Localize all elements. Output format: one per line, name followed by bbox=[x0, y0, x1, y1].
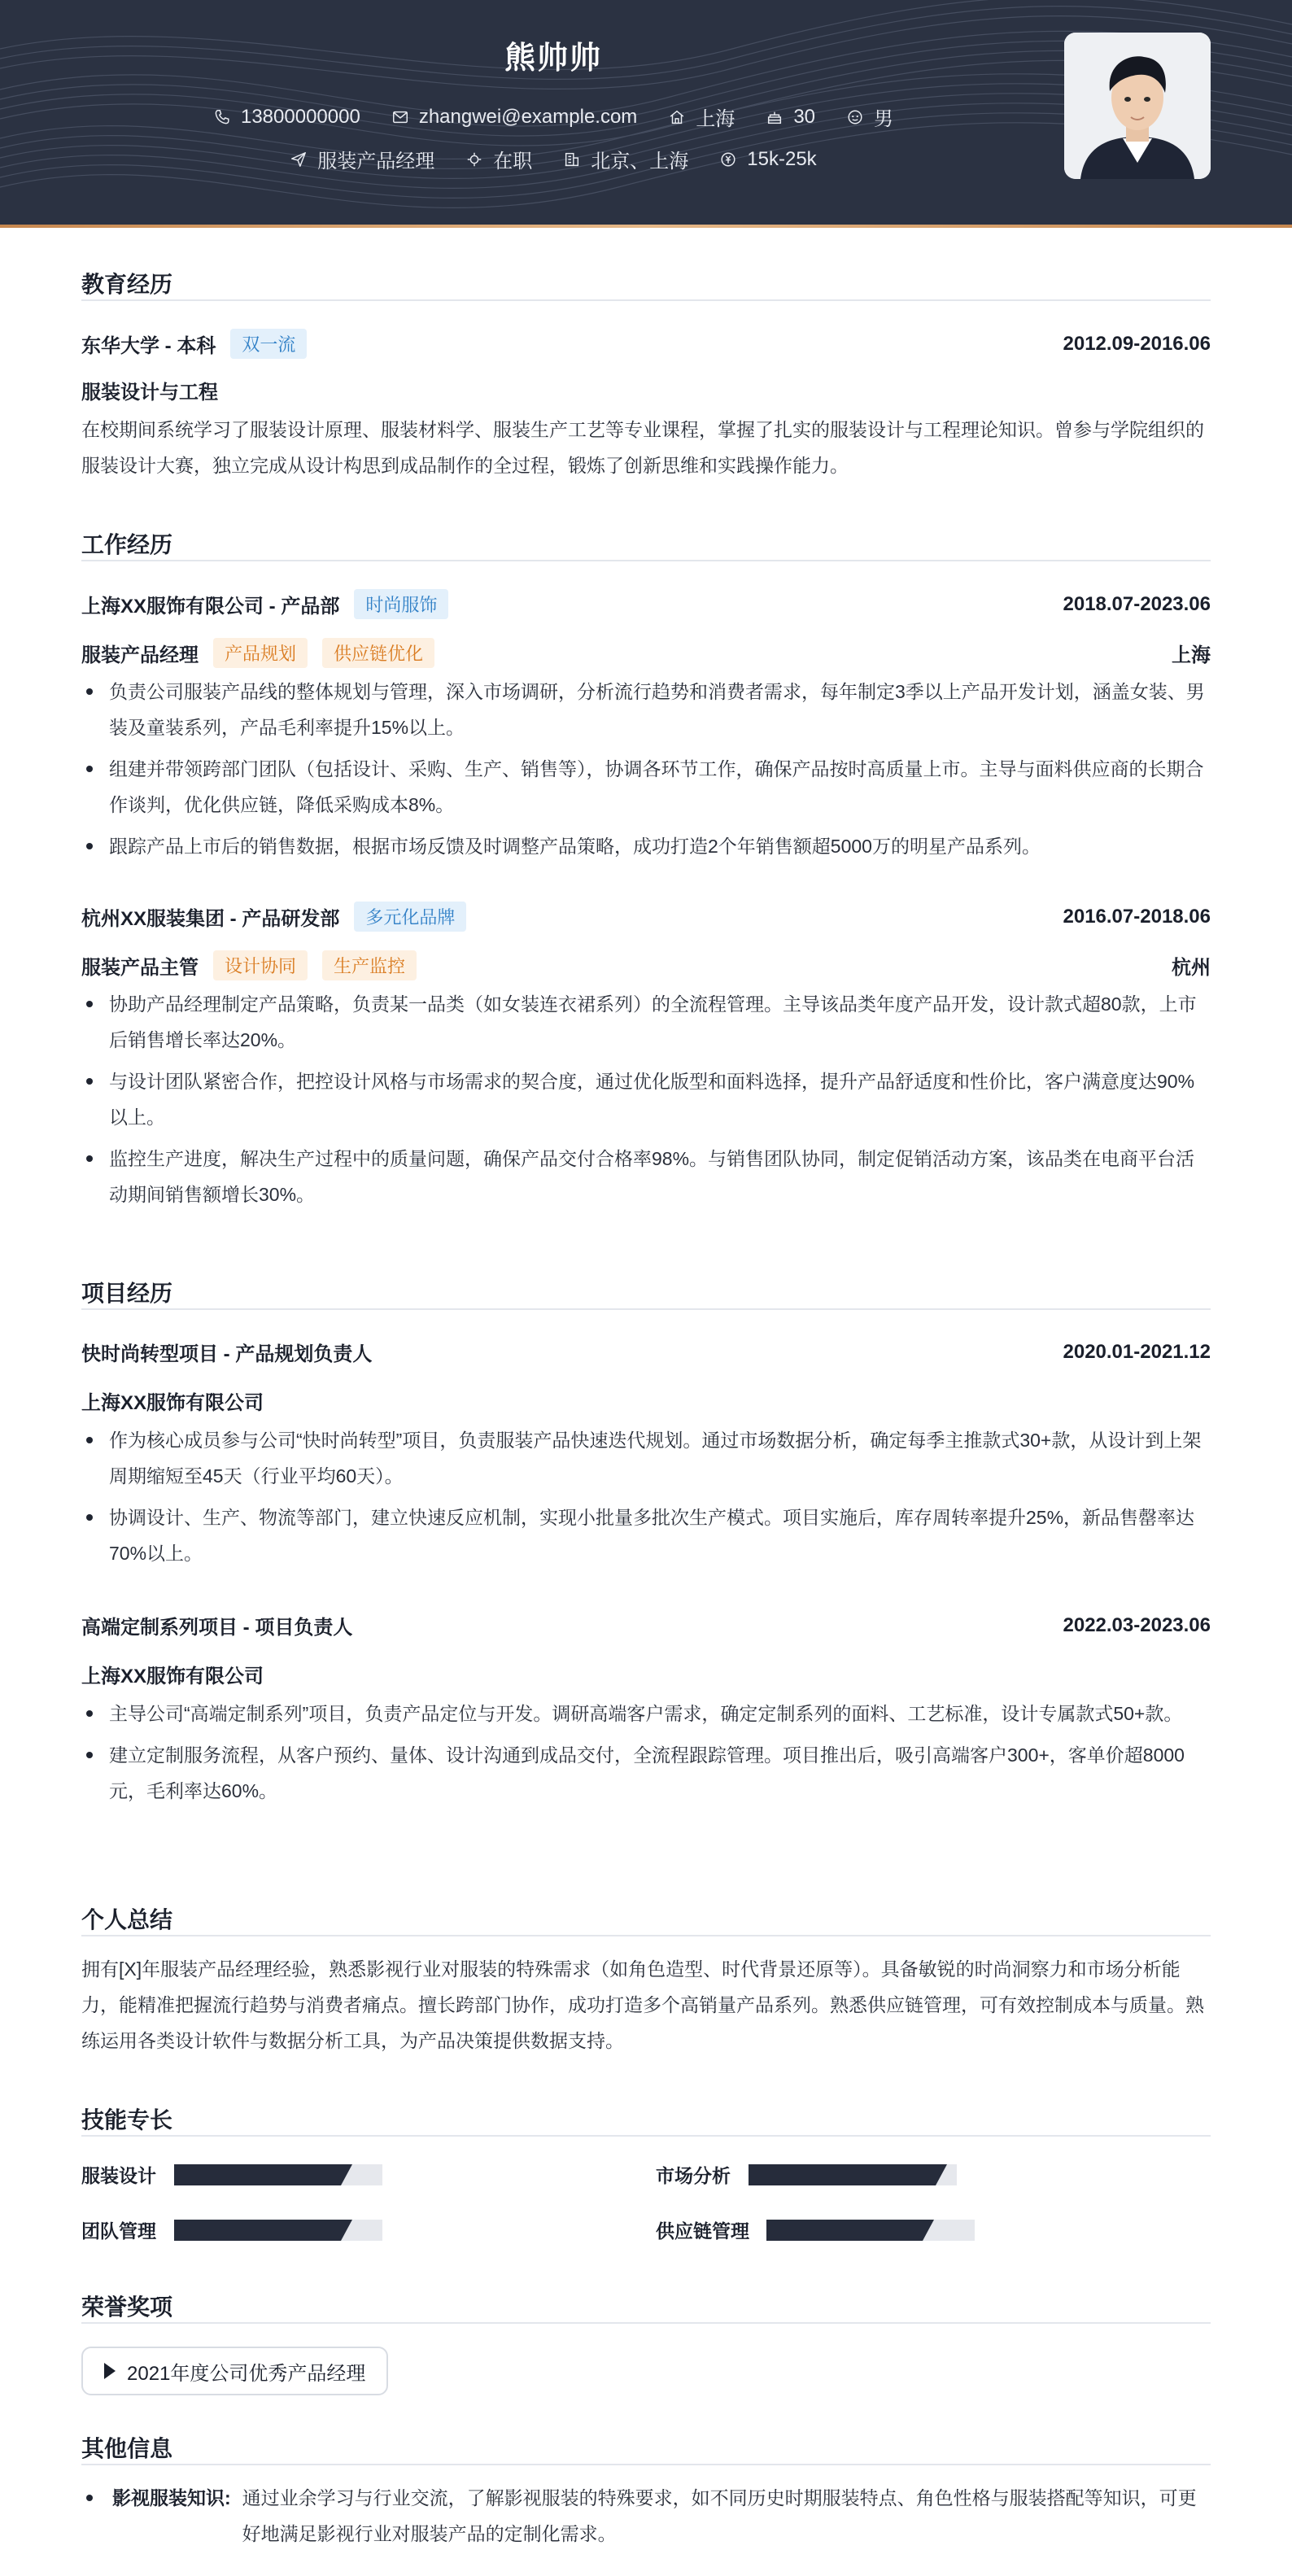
education-section bbox=[81, 267, 1211, 299]
section-title: 荣誉奖项 bbox=[81, 2294, 173, 2320]
project-date: 2022.03-2023.06 bbox=[1063, 1613, 1211, 1636]
job-header-row bbox=[81, 902, 1211, 932]
section-title: 个人总结 bbox=[81, 1907, 173, 1932]
skill-bar-fill bbox=[174, 2220, 341, 2241]
phone-icon bbox=[213, 108, 231, 126]
project-bullets bbox=[81, 1696, 1211, 1814]
gender-item bbox=[846, 103, 893, 131]
section-divider bbox=[81, 1308, 1211, 1310]
skill-bar bbox=[174, 2220, 382, 2241]
phone-text: 13800000000 bbox=[240, 105, 360, 128]
avatar bbox=[1064, 33, 1211, 179]
list-item: 建立定制服务流程，从客户预约、量体、设计沟通到成品交付，全流程跟踪管理。项目推出后，吸引高端客户300+，客单价超8000元，毛利率达60%。 bbox=[81, 1737, 1211, 1809]
education-header-row bbox=[81, 329, 1211, 359]
company-tag: 多元化品牌 bbox=[354, 902, 466, 932]
cake-icon bbox=[766, 108, 783, 126]
city-text: 上海 bbox=[696, 108, 735, 130]
awards-section bbox=[81, 2290, 1211, 2322]
project-date: 2020.01-2021.12 bbox=[1063, 1340, 1211, 1363]
section-divider bbox=[81, 1935, 1211, 1936]
section-title: 项目经历 bbox=[81, 1281, 173, 1306]
city-item bbox=[668, 103, 735, 131]
email-text: zhangwei@example.com bbox=[418, 105, 638, 128]
job-header-row bbox=[81, 589, 1211, 619]
major-row bbox=[81, 376, 1211, 404]
target-role-text: 服装产品经理 bbox=[317, 151, 435, 172]
education-date: 2012.09-2016.06 bbox=[1063, 332, 1211, 355]
section-divider bbox=[81, 560, 1211, 561]
building-icon bbox=[563, 151, 581, 168]
play-triangle-icon bbox=[104, 2363, 116, 2379]
summary-text: 拥有[X]年服装产品经理经验，熟悉影视行业对服装的特殊需求（如角色造型、时代背景还原等）。具备敏锐的时尚洞察力和市场分析能力，能精准把握流行趋势与消费者痛点。擅长跨部门协作，成功打造多个高销量产品系列。熟悉供应链管理，可有效控制成本与质量。熟练运用各类设计软件与数据分析工具，为产品决策提供数据支持。 bbox=[81, 1958, 1204, 2051]
target-city-text: 北京、上海 bbox=[591, 151, 689, 172]
role-tag: 生产监控 bbox=[322, 950, 417, 980]
job-city: 上海 bbox=[1172, 644, 1211, 666]
email-item[interactable] bbox=[391, 106, 638, 129]
section-divider bbox=[81, 299, 1211, 301]
job-role-row bbox=[81, 950, 1211, 980]
status-text: 在职 bbox=[493, 151, 533, 172]
job-city: 杭州 bbox=[1172, 957, 1211, 979]
candidate-name: 熊帅帅 bbox=[504, 41, 602, 76]
target-city-item bbox=[563, 145, 688, 173]
status-item bbox=[465, 145, 532, 173]
list-item: 与设计团队紧密合作，把控设计风格与市场需求的契合度，通过优化版型和面料选择，提升产品舒适度和性价比，客户满意度达90%以上。 bbox=[81, 1063, 1211, 1135]
skill-name: 市场分析 bbox=[656, 2165, 731, 2186]
header-accent-bar bbox=[0, 225, 1292, 228]
project-name: 快时尚转型项目 - 产品规划负责人 bbox=[81, 1343, 373, 1365]
project-company-row bbox=[81, 1386, 1211, 1415]
contact-row bbox=[0, 103, 1106, 131]
job-bullets bbox=[81, 986, 1211, 1218]
salary-item bbox=[719, 148, 816, 171]
list-item: 协调设计、生产、物流等部门，建立快速反应机制，实现小批量多批次生产模式。项目实施后，库存周转率提升25%，新品售罄率达70%以上。 bbox=[81, 1500, 1211, 1571]
gender-text: 男 bbox=[874, 108, 894, 130]
project-header-row bbox=[81, 1338, 1211, 1366]
role-tag: 供应链优化 bbox=[322, 638, 434, 668]
job-role: 服装产品经理 bbox=[81, 644, 199, 666]
projects-section bbox=[81, 1276, 1211, 1308]
target-role-item bbox=[290, 145, 434, 173]
award-text: 2021年度公司优秀产品经理 bbox=[127, 2362, 366, 2385]
send-icon bbox=[290, 151, 308, 168]
project-company: 上海XX服饰有限公司 bbox=[81, 1392, 264, 1414]
project-name: 高端定制系列项目 - 项目负责人 bbox=[81, 1617, 353, 1639]
face-icon bbox=[846, 108, 864, 126]
list-item: 组建并带领跨部门团队（包括设计、采购、生产、销售等），协调各环节工作，确保产品按时高质量上市。主导与面料供应商的长期合作谈判，优化供应链，降低采购成本8%。 bbox=[81, 751, 1211, 823]
section-title: 其他信息 bbox=[81, 2436, 173, 2461]
summary-section bbox=[81, 1902, 1211, 1935]
job-date: 2016.07-2018.06 bbox=[1063, 905, 1211, 928]
other-info-item bbox=[81, 2480, 1211, 2552]
school-tag: 双一流 bbox=[230, 329, 307, 359]
skill-item bbox=[81, 2216, 382, 2243]
status-icon bbox=[465, 151, 483, 168]
avatar-portrait bbox=[1064, 33, 1211, 179]
list-item: 主导公司“高端定制系列”项目，负责产品定位与开发。调研高端客户需求，确定定制系列的面料、工艺标准，设计专属款式50+款。 bbox=[81, 1696, 1211, 1731]
skill-item bbox=[656, 2216, 975, 2243]
phone-item[interactable] bbox=[213, 106, 360, 129]
skills-section bbox=[81, 2102, 1211, 2135]
award-item[interactable] bbox=[81, 2347, 388, 2395]
resume-header bbox=[0, 0, 1292, 228]
section-title: 技能专长 bbox=[81, 2107, 173, 2133]
section-divider bbox=[81, 2322, 1211, 2324]
skill-bar bbox=[766, 2220, 975, 2241]
skill-name: 服装设计 bbox=[81, 2165, 156, 2186]
job-role: 服装产品主管 bbox=[81, 957, 199, 979]
list-item: 跟踪产品上市后的销售数据，根据市场反馈及时调整产品策略，成功打造2个年销售额超5000万的明星产品系列。 bbox=[81, 828, 1211, 864]
skill-bar-fill bbox=[174, 2164, 341, 2185]
list-item: 监控生产进度，解决生产过程中的质量问题，确保产品交付合格率98%。与销售团队协同，制定促销活动方案，该品类在电商平台活动期间销售额增长30%。 bbox=[81, 1141, 1211, 1212]
salary-icon bbox=[719, 151, 737, 168]
job-intent-row bbox=[0, 145, 1106, 173]
company-name: 杭州XX服装集团 - 产品研发部 bbox=[81, 908, 340, 930]
section-title: 工作经历 bbox=[81, 532, 173, 557]
salary-text: 15k-25k bbox=[747, 147, 817, 170]
company-tag: 时尚服饰 bbox=[354, 589, 448, 619]
job-date: 2018.07-2023.06 bbox=[1063, 592, 1211, 615]
skill-bar-fill bbox=[749, 2164, 936, 2185]
section-title: 教育经历 bbox=[81, 272, 173, 297]
mail-icon bbox=[391, 108, 409, 126]
other-info-label: 影视服装知识: bbox=[112, 2487, 231, 2508]
skill-bar bbox=[174, 2164, 382, 2185]
project-company: 上海XX服饰有限公司 bbox=[81, 1666, 264, 1687]
other-section bbox=[81, 2431, 1211, 2464]
other-info-text: 通过业余学习与行业交流，了解影视服装的特殊要求，如不同历史时期服装特点、角色性格与服装搭配等知识，可更好地满足影视行业对服装产品的定制化需求。 bbox=[242, 2487, 1197, 2544]
skill-name: 团队管理 bbox=[81, 2220, 156, 2242]
age-text: 30 bbox=[793, 105, 816, 128]
skill-bar-fill bbox=[766, 2220, 923, 2241]
skill-name: 供应链管理 bbox=[656, 2220, 749, 2242]
role-tag: 设计协同 bbox=[213, 950, 308, 980]
skill-item bbox=[81, 2161, 382, 2188]
skill-bar bbox=[749, 2164, 957, 2185]
education-description: 在校期间系统学习了服装设计原理、服装材料学、服装生产工艺等专业课程，掌握了扎实的服装设计与工程理论知识。曾参与学院组织的服装设计大赛，独立完成从设计构思到成品制作的全过程，锻炼了创新思维和实践操作能力。 bbox=[81, 419, 1204, 476]
list-item: 负责公司服装产品线的整体规划与管理，深入市场调研，分析流行趋势和消费者需求，每年制定3季以上产品开发计划，涵盖女装、男装及童装系列，产品毛利率提升15%以上。 bbox=[81, 674, 1211, 745]
age-item bbox=[766, 106, 815, 129]
bullet-dot bbox=[86, 2495, 93, 2501]
list-item: 协助产品经理制定产品策略，负责某一品类（如女装连衣裙系列）的全流程管理。主导该品类年度产品开发，设计款式超80款，上市后销售增长率达20%。 bbox=[81, 986, 1211, 1058]
company-name: 上海XX服饰有限公司 - 产品部 bbox=[81, 596, 340, 618]
project-header-row bbox=[81, 1611, 1211, 1639]
home-icon bbox=[668, 108, 686, 126]
project-bullets bbox=[81, 1422, 1211, 1577]
list-item: 作为核心成员参与公司“快时尚转型”项目，负责服装产品快速迭代规划。通过市场数据分析，确定每季主推款式30+款，从设计到上架周期缩短至45天（行业平均60天）。 bbox=[81, 1422, 1211, 1494]
job-role-row bbox=[81, 638, 1211, 668]
job-bullets bbox=[81, 674, 1211, 870]
major-name: 服装设计与工程 bbox=[81, 382, 218, 404]
work-section bbox=[81, 527, 1211, 560]
section-divider bbox=[81, 2135, 1211, 2137]
role-tag: 产品规划 bbox=[213, 638, 308, 668]
skill-item bbox=[656, 2161, 957, 2188]
project-company-row bbox=[81, 1660, 1211, 1688]
school-name: 东华大学 - 本科 bbox=[81, 335, 216, 357]
section-divider bbox=[81, 2464, 1211, 2465]
